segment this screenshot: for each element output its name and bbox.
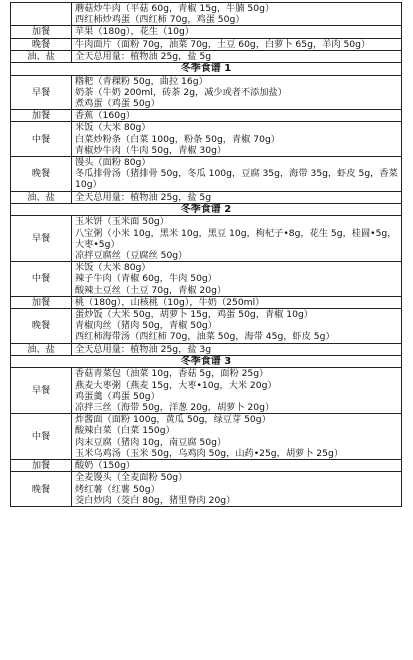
- meal-row: [11, 50, 402, 62]
- meal-row: [11, 216, 402, 262]
- dish-line: 馒头（面粉 80g）: [75, 157, 151, 169]
- meal-content: [72, 157, 402, 192]
- meal-row: [11, 460, 402, 472]
- meal-content: [72, 414, 402, 460]
- meal-label: 中餐: [11, 122, 72, 157]
- dish-line: 苹果（180g），花生（10g）: [75, 26, 194, 38]
- dish-line: 糌粑（青稞粉 50g，曲拉 16g）: [75, 75, 208, 87]
- dish-line: 香菇青菜包（油菜 10g，香菇 5g，面粉 25g）: [75, 368, 269, 380]
- section-title: 冬季食谱 1: [11, 63, 402, 76]
- meal-content: [72, 122, 402, 157]
- meal-content: [72, 472, 402, 507]
- dish-line: 全天总用量：植物油 25g，盐 5g: [75, 50, 212, 62]
- section-header-row: [11, 63, 402, 76]
- dish-line: 酸奶（150g）: [75, 460, 136, 472]
- dish-line: 全天总用量：植物油 25g，盐 5g: [75, 191, 212, 203]
- meal-content: [72, 343, 402, 355]
- meal-label: 加餐: [11, 26, 72, 38]
- dish-line: 凉拌豆腐丝（豆腐丝 50g）: [75, 250, 188, 262]
- meal-content: [72, 26, 402, 38]
- meal-row: [11, 3, 402, 26]
- dish-line: 凉拌三丝（海带 50g，洋葱 20g，胡萝卜 20g）: [75, 402, 275, 414]
- section-header-row: [11, 203, 402, 216]
- meal-row: [11, 296, 402, 308]
- dish-line: 玉米乌鸡汤（玉米 50g，乌鸡肉 50g，山药•25g，胡萝卜 25g）: [75, 447, 344, 459]
- meal-label: 油、盐: [11, 343, 72, 355]
- meal-row: [11, 414, 402, 460]
- meal-label: 晚餐: [11, 157, 72, 192]
- meal-label: 加餐: [11, 460, 72, 472]
- section-title: 冬季食谱 3: [11, 355, 402, 368]
- meal-row: [11, 191, 402, 203]
- dish-line: 鸡蛋羹（鸡蛋 50g）: [75, 390, 160, 402]
- dish-line: 牛肉面片（面粉 70g，油菜 70g，土豆 60g，白萝卜 65g，羊肉 50g）: [75, 38, 371, 50]
- meal-label: 加餐: [11, 296, 72, 308]
- meal-row: [11, 122, 402, 157]
- dish-line: 青椒炒牛肉（牛肉 50g，青椒 30g）: [75, 144, 227, 156]
- meal-row: [11, 38, 402, 50]
- meal-content: [72, 75, 402, 110]
- dish-line: 西红柿海带汤（西红柿 70g，油菜 50g，海带 45g，虾皮 5g）: [75, 331, 335, 343]
- dish-line: 蛋炒饭（大米 50g，胡萝卜 15g，鸡蛋 50g，青椒 10g）: [75, 309, 313, 321]
- dish-line: 全麦馒头（全麦面粉 50g）: [75, 472, 188, 484]
- meal-content: [72, 110, 402, 122]
- dish-line: 奶茶（牛奶 200ml，砖茶 2g，减少或者不添加盐）: [75, 86, 287, 98]
- dish-line: 茭白炒肉（茭白 80g，猪里脊肉 20g）: [75, 494, 236, 506]
- meal-label: 晚餐: [11, 38, 72, 50]
- dish-line: 白菜炒粉条（白菜 100g，粉条 50g，青椒 70g）: [75, 133, 280, 145]
- dish-line: 桃（180g），山核桃（10g），牛奶（250ml）: [75, 296, 265, 308]
- dish-line: 西红柿炒鸡蛋（西红柿 70g，鸡蛋 50g）: [75, 14, 245, 26]
- meal-row: [11, 262, 402, 297]
- menu-table: [10, 2, 402, 507]
- dish-line: 全天总用量：植物油 25g，盐 3g: [75, 343, 212, 355]
- dish-line: 酸辣白菜（白菜 150g）: [75, 425, 175, 437]
- dish-line: 酸辣土豆丝（土豆 70g，青椒 20g）: [75, 284, 227, 296]
- meal-label: 油、盐: [11, 191, 72, 203]
- dish-line: 冬瓜排骨汤（猪排骨 50g，冬瓜 100g，豆腐 35g，海带 35g，虾皮 5g，香菜 10g）: [75, 168, 398, 191]
- meal-label: 晚餐: [11, 472, 72, 507]
- meal-label: 油、盐: [11, 50, 72, 62]
- meal-label: [11, 3, 72, 26]
- dish-line: 八宝粥（小米 10g，黑米 10g，黑豆 10g，枸杞子•8g，花生 5g，桂圆•5g，大枣•5g）: [75, 227, 397, 250]
- meal-row: [11, 157, 402, 192]
- meal-label: 晚餐: [11, 309, 72, 344]
- meal-content: [72, 309, 402, 344]
- dish-line: 玉米饼（玉米面 50g）: [75, 216, 169, 228]
- dish-line: 蘑菇炒牛肉（平菇 60g，青椒 15g，牛腩 50g）: [75, 3, 275, 14]
- meal-content: [72, 38, 402, 50]
- section-title: 冬季食谱 2: [11, 203, 402, 216]
- dish-line: 炸酱面（面粉 100g，黄瓜 50g，绿豆芽 50g）: [75, 414, 271, 426]
- meal-content: [72, 460, 402, 472]
- dish-line: 米饭（大米 80g）: [75, 262, 151, 274]
- dish-line: 燕麦大枣粥（燕麦 15g，大枣•10g，大米 20g）: [75, 379, 277, 391]
- meal-row: [11, 309, 402, 344]
- meal-content: [72, 368, 402, 414]
- dish-line: 香蕉（160g）: [75, 110, 136, 122]
- meal-content: [72, 50, 402, 62]
- dish-line: 肉末豆腐（猪肉 10g，南豆腐 50g）: [75, 436, 227, 448]
- meal-row: [11, 26, 402, 38]
- meal-content: [72, 3, 402, 26]
- meal-label: 早餐: [11, 75, 72, 110]
- meal-label: 加餐: [11, 110, 72, 122]
- meal-label: 中餐: [11, 262, 72, 297]
- meal-label: 早餐: [11, 368, 72, 414]
- meal-row: [11, 343, 402, 355]
- dish-line: 辣子牛肉（青椒 60g，牛肉 50g）: [75, 273, 217, 285]
- meal-content: [72, 191, 402, 203]
- dish-line: 米饭（大米 80g）: [75, 122, 151, 134]
- meal-row: [11, 75, 402, 110]
- meal-label: 早餐: [11, 216, 72, 262]
- meal-content: [72, 262, 402, 297]
- menu-table-body: [11, 3, 402, 507]
- meal-content: [72, 216, 402, 262]
- section-header-row: [11, 355, 402, 368]
- dish-line: 烤红薯（红薯 50g）: [75, 483, 160, 495]
- meal-label: 中餐: [11, 414, 72, 460]
- dish-line: 青椒肉丝（猪肉 50g，青椒 50g）: [75, 320, 217, 332]
- meal-content: [72, 296, 402, 308]
- meal-row: [11, 472, 402, 507]
- dish-line: 煮鸡蛋（鸡蛋 50g）: [75, 98, 160, 110]
- meal-row: [11, 368, 402, 414]
- meal-row: [11, 110, 402, 122]
